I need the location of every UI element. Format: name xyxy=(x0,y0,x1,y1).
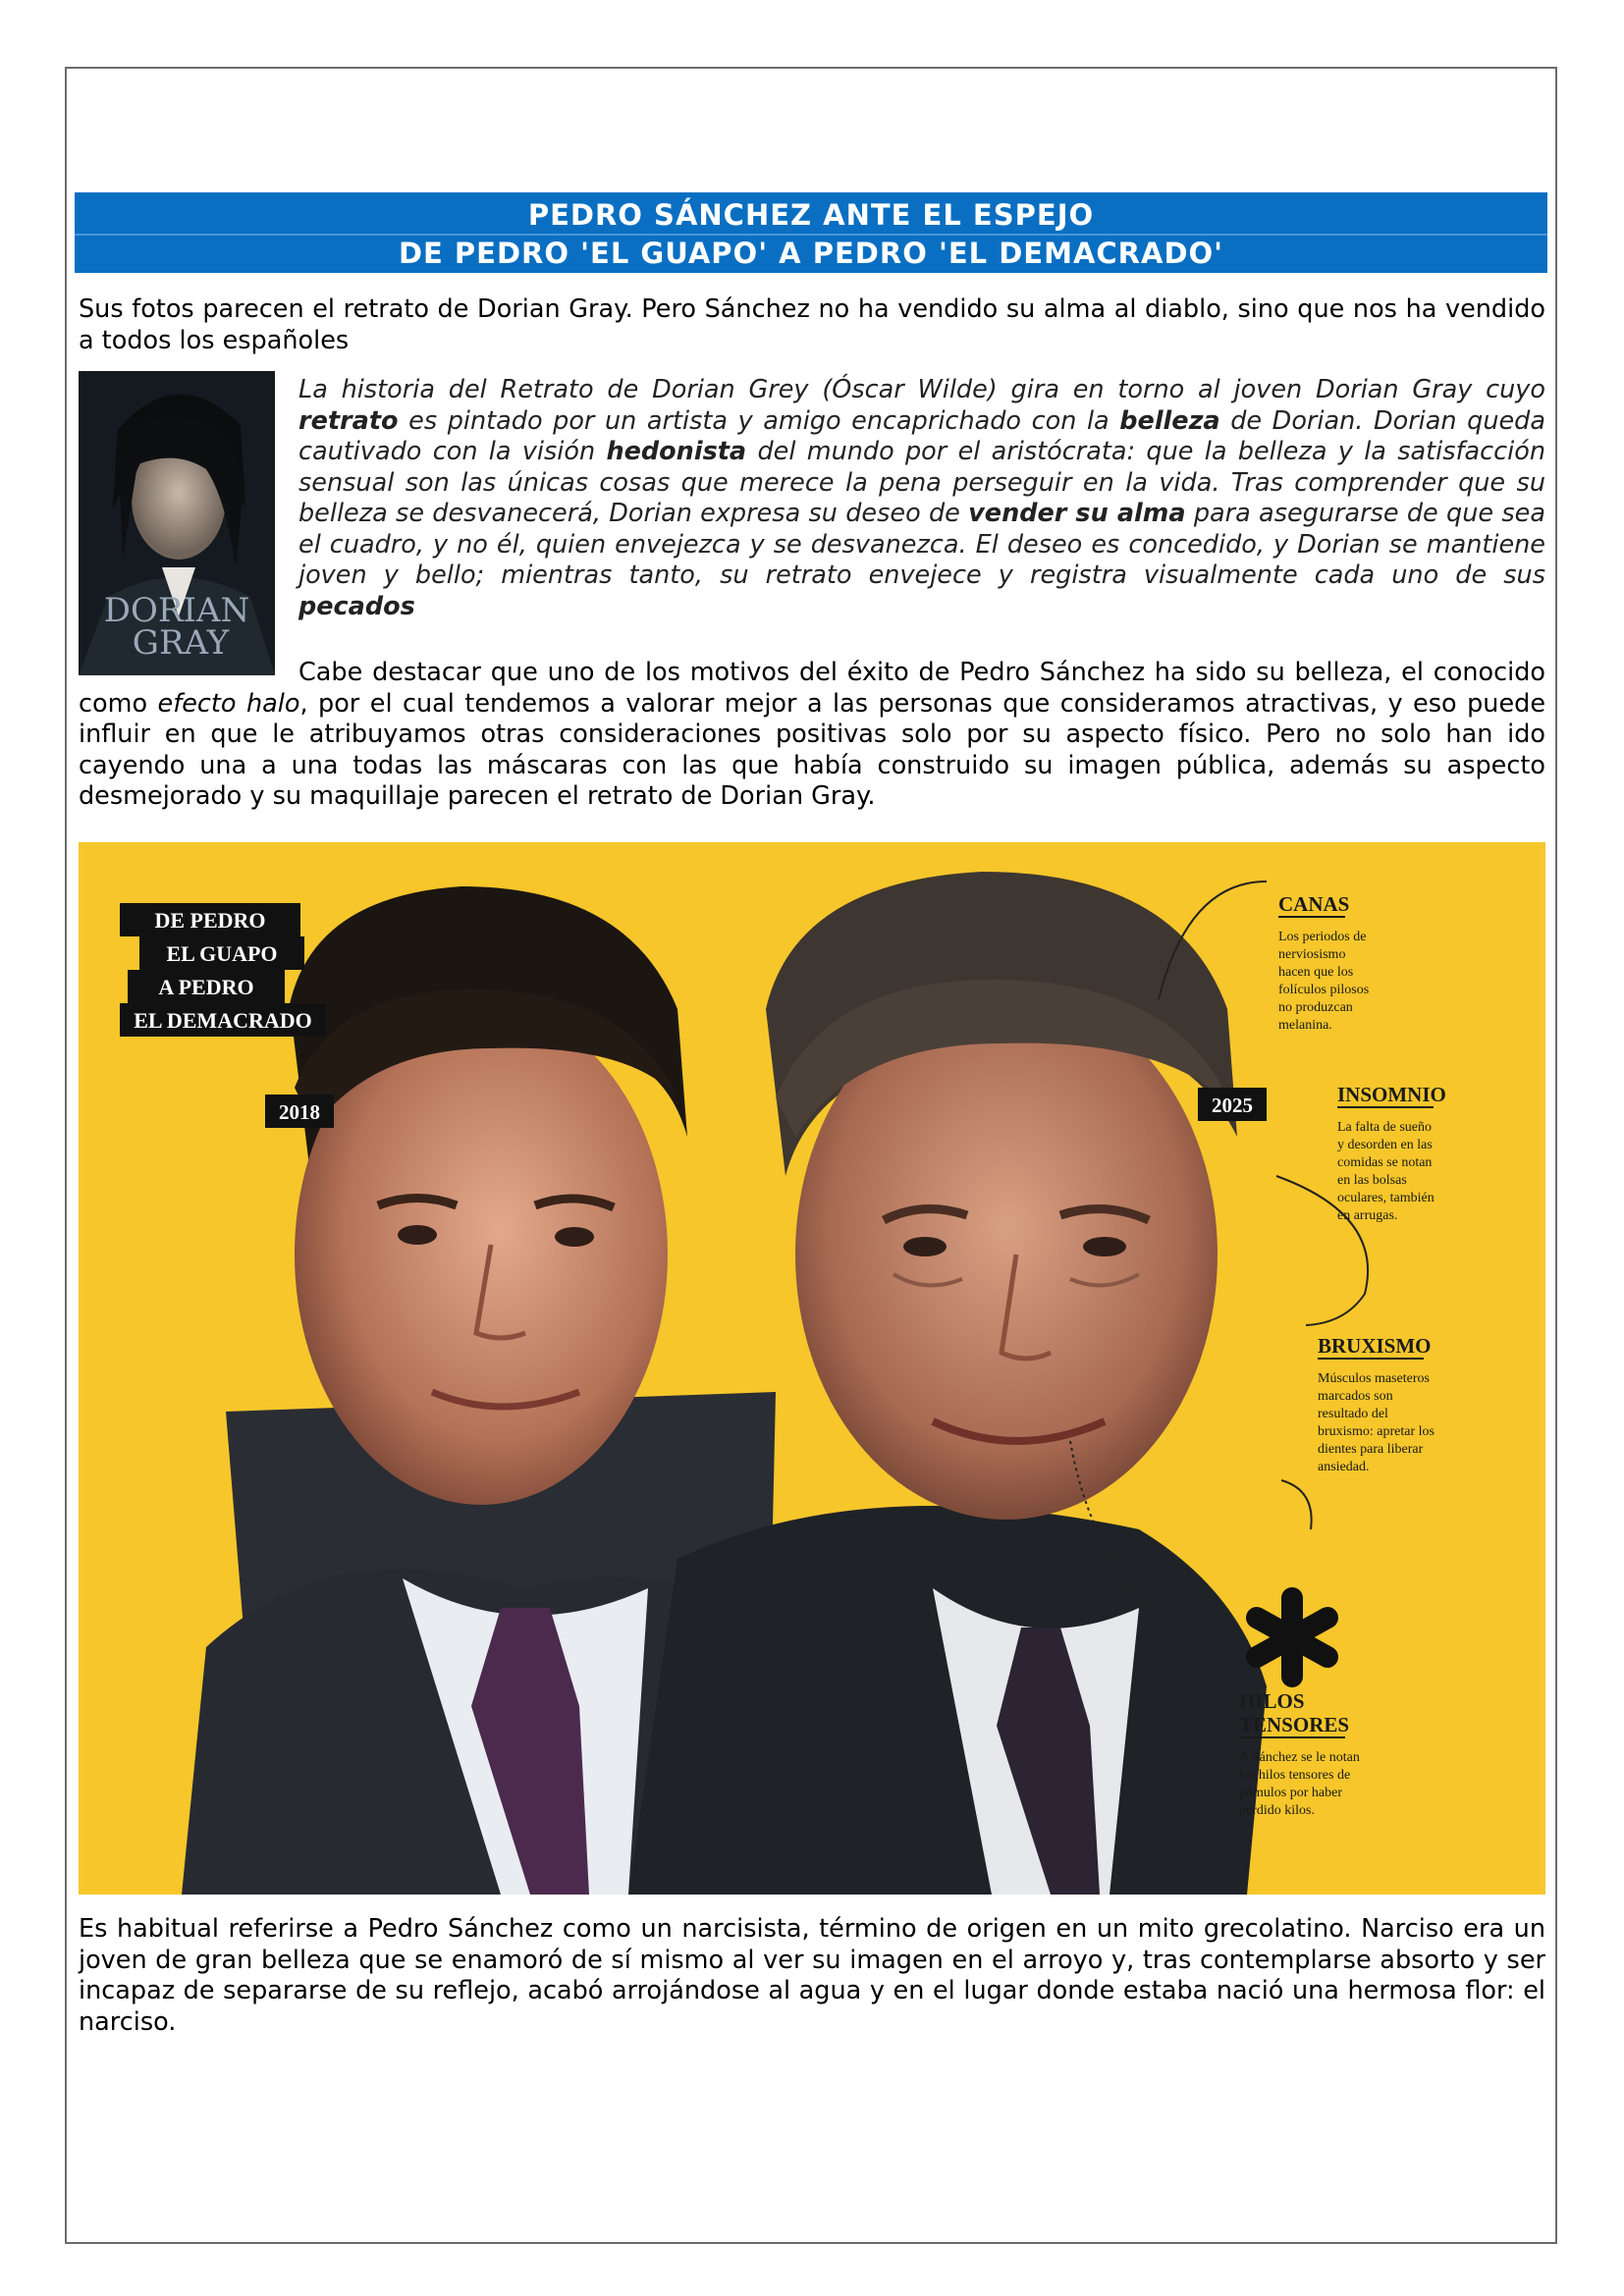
note-insomnio-title: INSOMNIO xyxy=(1337,1083,1446,1106)
before-after-infographic xyxy=(79,842,1545,1895)
headline-line-3: A PEDRO xyxy=(158,975,254,999)
narcissus-paragraph: Es habitual referirse a Pedro Sánchez como un narcisista, término de origen en un mito grecolatino. Narciso era un joven de gran belleza que se enamoró de sí mismo al ver su imagen en el arroyo y, tras contemplarse absorto y ser incapaz de separarse de su reflejo, acabó arrojándose al agua y en el lugar donde estaba nació una hermosa flor: el narciso. xyxy=(79,1914,1545,2037)
note-canas-title: CANAS xyxy=(1278,892,1350,916)
note-canas-line: hacen que los xyxy=(1278,965,1354,980)
note-hilos-line: los hilos tensores de xyxy=(1239,1768,1351,1783)
headline-tag xyxy=(120,903,326,1037)
note-hilos-line: perdido kilos. xyxy=(1239,1803,1315,1818)
year-label-2025: 2025 xyxy=(1212,1094,1253,1117)
title-banner xyxy=(75,192,1547,273)
note-hilos-line: pómulos por haber xyxy=(1239,1786,1342,1800)
note-canas-line: no produzcan xyxy=(1278,1000,1353,1015)
note-insomnio-line: comidas se notan xyxy=(1337,1155,1433,1170)
dorian-gray-summary: La historia del Retrato de Dorian Grey (Óscar Wilde) gira en torno al joven Dorian Gray cuyo retrato es pintado por un artista y amigo encaprichado con la belleza de Dorian. Dorian queda cautivado con la visión hedonista del mundo por el aristócrata: que la belleza y la satisfacción sensual son las únicas cosas que merece la pena perseguir en la vida. Tras comprender que su belleza se desvanecerá, Dorian expresa su deseo de vender su alma para asegurarse de que sea el cuadro, y no él, quien envejezca y se desvanezca. El deseo es concedido, y Dorian se mantiene joven y bello; mientras tanto, su retrato envejece y registra visualmente cada uno de sus pecados xyxy=(298,375,1546,621)
infographic-illustration xyxy=(79,842,1545,1895)
year-label-2018: 2018 xyxy=(279,1100,320,1124)
note-hilos-line: A Sánchez se le notan xyxy=(1239,1750,1360,1765)
keyword-retrato: retrato xyxy=(298,405,399,436)
note-insomnio-line: La falta de sueño xyxy=(1337,1120,1433,1135)
keyword-vender-alma: vender su alma xyxy=(968,499,1186,528)
note-canas-line: folículos pilosos xyxy=(1278,983,1370,997)
intro-paragraph: Sus fotos parecen el retrato de Dorian Gray. Pero Sánchez no ha vendido su alma al diablo, sino que nos ha vendido a todos los españoles xyxy=(79,294,1545,355)
note-insomnio-line: en arrugas. xyxy=(1337,1208,1398,1223)
note-canas-line: melanina. xyxy=(1278,1018,1332,1033)
note-insomnio-line: oculares, también xyxy=(1337,1191,1435,1205)
keyword-pecados: pecados xyxy=(298,591,415,621)
keyword-belleza: belleza xyxy=(1119,405,1220,436)
cover-title-line-2: GRAY xyxy=(132,623,230,663)
cover-illustration xyxy=(79,371,275,675)
title-line-1: PEDRO SÁNCHEZ ANTE EL ESPEJO xyxy=(527,198,1095,232)
note-canas-line: Los periodos de xyxy=(1278,930,1367,944)
note-bruxismo-line: marcados son xyxy=(1318,1389,1393,1404)
note-bruxismo-line: ansiedad. xyxy=(1318,1460,1370,1474)
note-hilos-title: HILOS xyxy=(1239,1689,1305,1713)
note-bruxismo-line: bruxismo: apretar los xyxy=(1318,1424,1435,1439)
dorian-gray-cover-image xyxy=(79,371,275,675)
note-bruxismo-title: BRUXISMO xyxy=(1318,1334,1432,1358)
term-efecto-halo: efecto halo xyxy=(157,688,300,719)
note-bruxismo-line: Músculos maseteros xyxy=(1318,1371,1430,1386)
note-hilos-title: TENSORES xyxy=(1239,1713,1350,1736)
halo-effect-paragraph: Cabe destacar que uno de los motivos del éxito de Pedro Sánchez ha sido su belleza, el conocido como efecto halo, por el cual tendemos a valorar mejor a las personas que consideramos atractivas, y eso puede influir en que le atribuyamos otras consideraciones positivas solo por su aspecto físico. Pero no solo han ido cayendo una a una todas las máscaras con las que había construido su imagen pública, además su aspecto desmejorado y su maquillaje parecen el retrato de Dorian Gray. xyxy=(79,658,1546,811)
note-insomnio-line: y desorden en las xyxy=(1337,1138,1433,1152)
note-insomnio-line: en las bolsas xyxy=(1337,1173,1407,1188)
headline-line-1: DE PEDRO xyxy=(154,908,266,933)
headline-line-4: EL DEMACRADO xyxy=(134,1008,312,1033)
headline-line-2: EL GUAPO xyxy=(166,941,278,966)
keyword-hedonista: hedonista xyxy=(606,437,747,466)
cover-title-line-1: DORIAN xyxy=(103,591,250,630)
note-bruxismo-line: dientes para liberar xyxy=(1318,1442,1424,1457)
title-line-2: DE PEDRO 'EL GUAPO' A PEDRO 'EL DEMACRADO' xyxy=(398,237,1224,270)
note-bruxismo-line: resultado del xyxy=(1318,1407,1388,1421)
note-canas-line: nerviosismo xyxy=(1278,947,1346,962)
